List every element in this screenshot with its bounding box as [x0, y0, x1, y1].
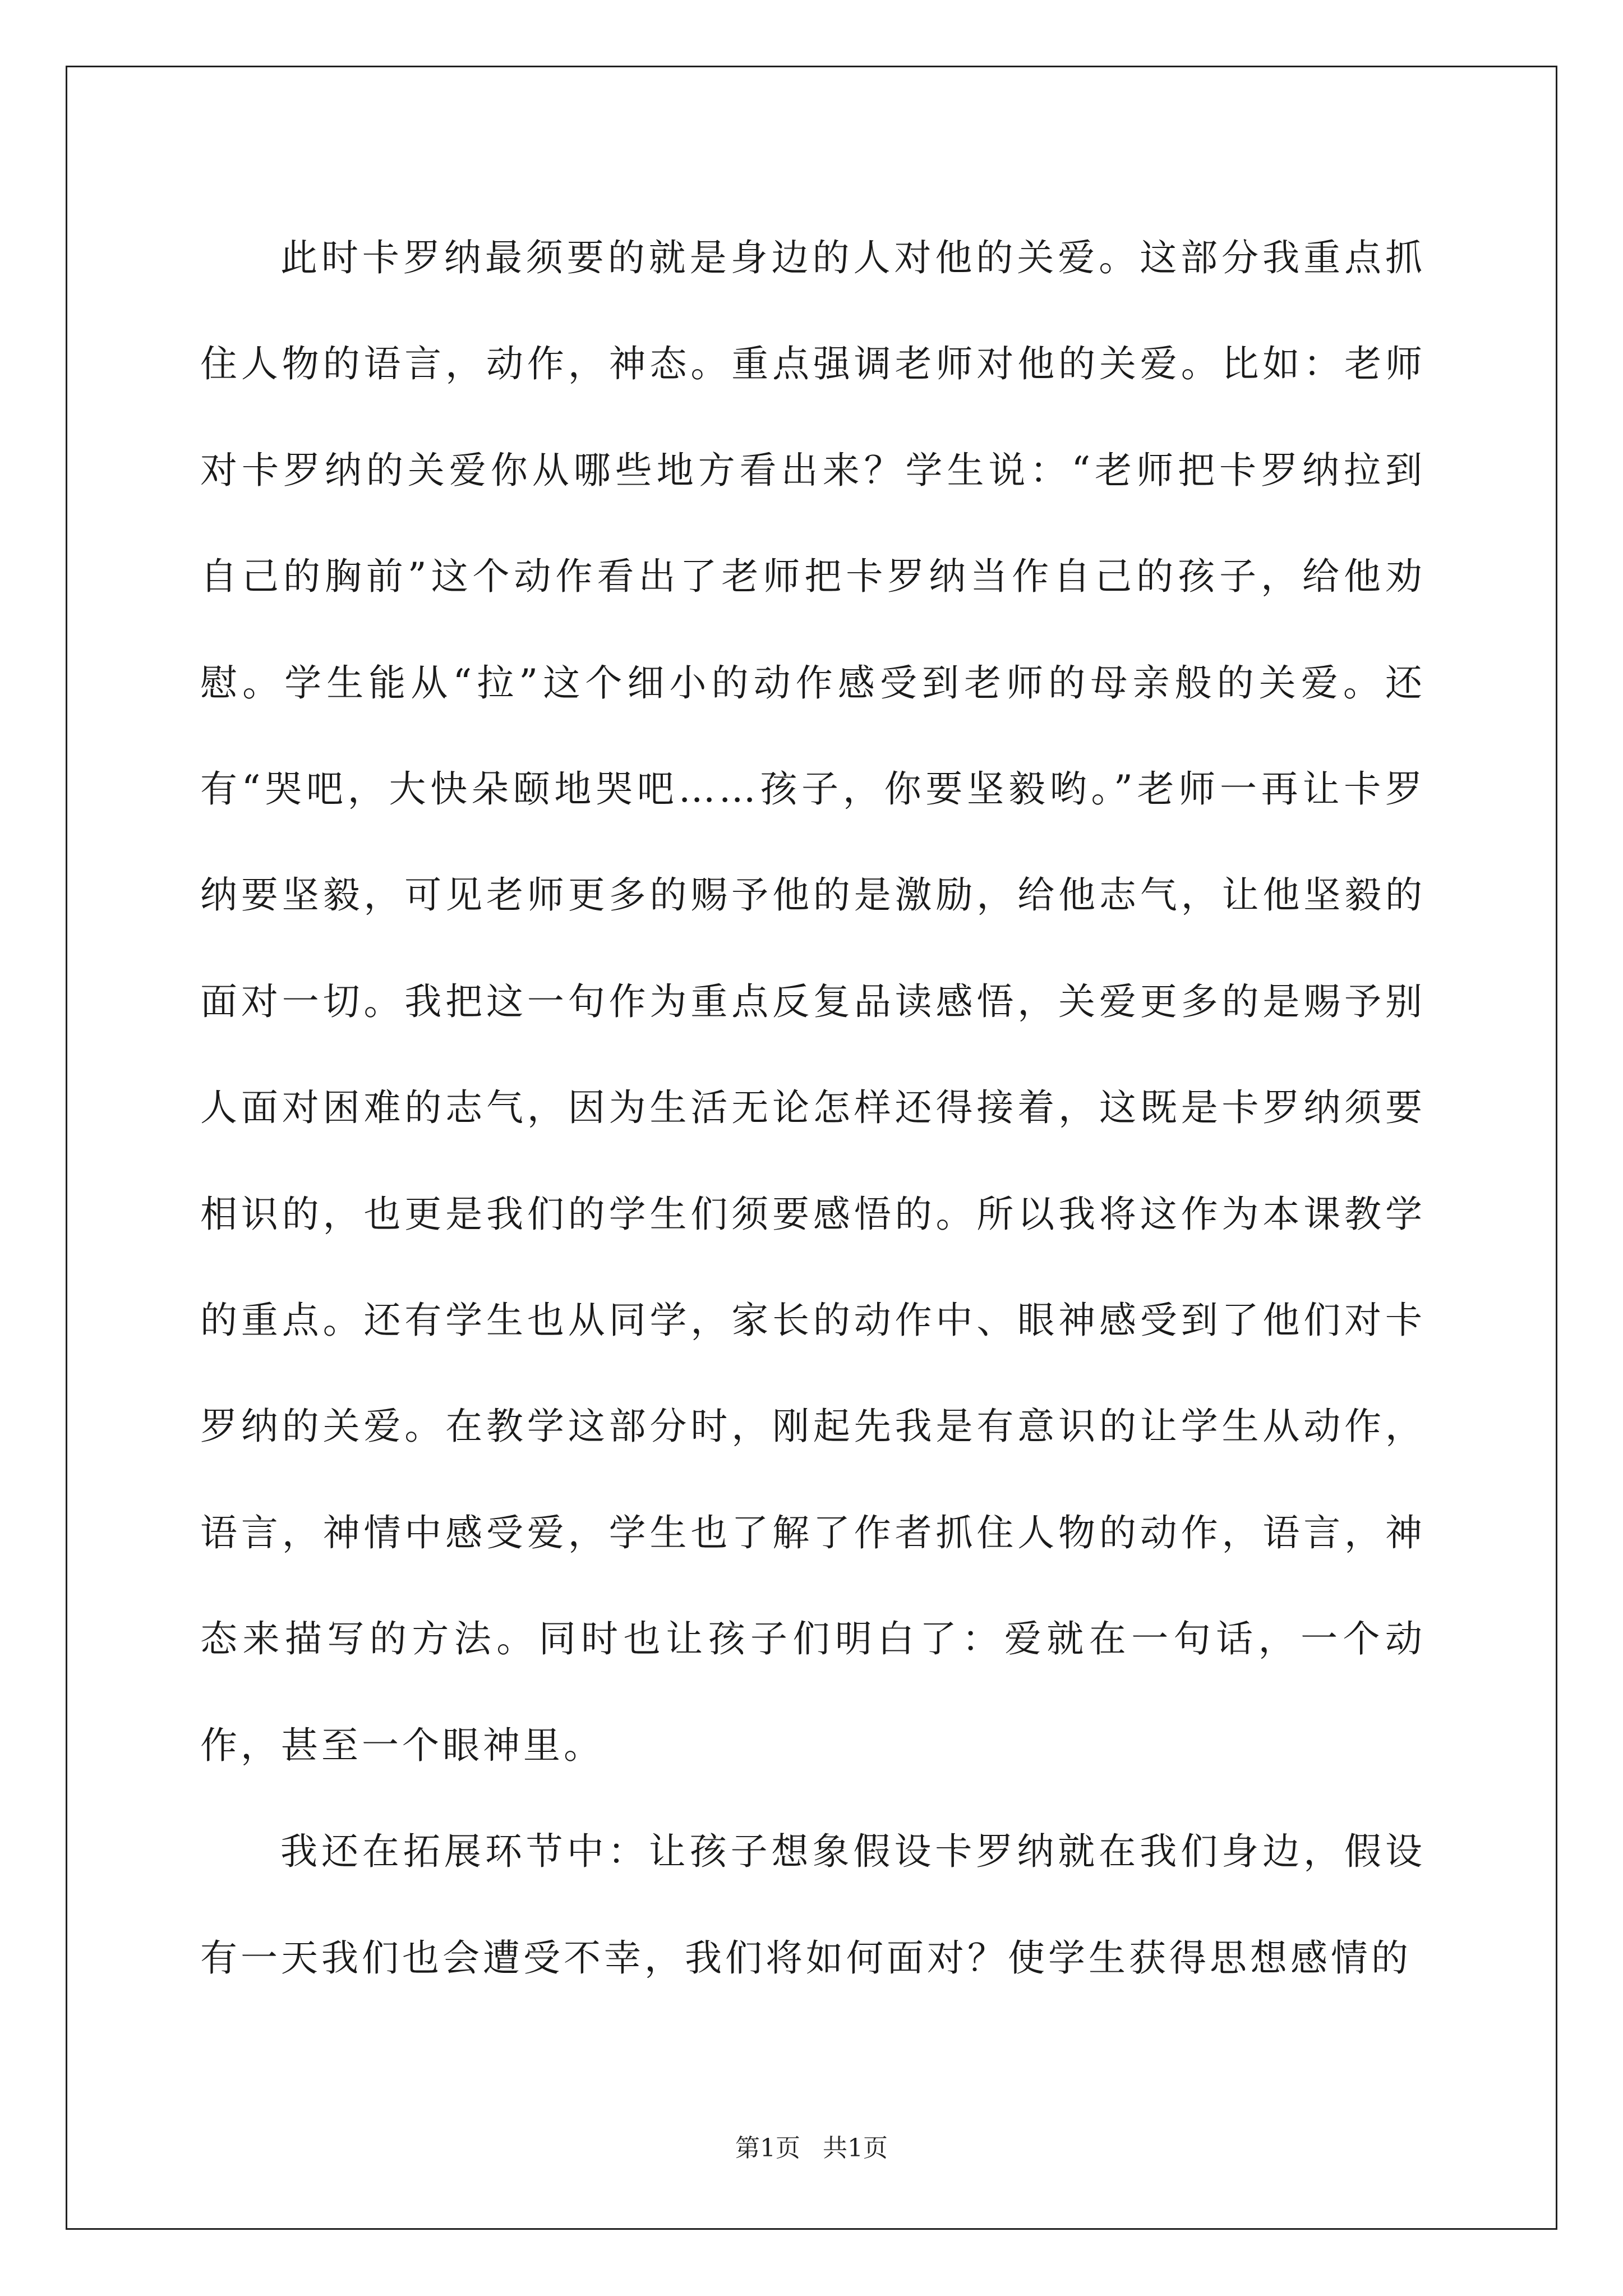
page-number-total: 共1页 [823, 2134, 888, 2162]
page-number-current: 第1页 [735, 2134, 800, 2162]
paragraph-1: 此时卡罗纳最须要的就是身边的人对他的关爱。这部分我重点抓住人物的语言，动作，神态。重点强调老师对他的关爱。比如：老师对卡罗纳的关爱你从哪些地方看出来？学生说：“老师把卡罗纳拉到自己的胸前”这个动作看出了老师把卡罗纳当作自己的孩子，给他劝慰。学生能从“拉”这个细小的动作感受到老师的母亲般的关爱。还有“哭吧，大快朵颐地哭吧……孩子，你要坚毅哟。”老师一再让卡罗纳要坚毅，可见老师更多的赐予他的是激励，给他志气，让他坚毅的面对一切。我把这一句作为重点反复品读感悟，关爱更多的是赐予别人面对困难的志气，因为生活无论怎样还得接着，这既是卡罗纳须要相识的，也更是我们的学生们须要感悟的。所以我将这作为本课教学的重点。还有学生也从同学，家长的动作中、眼神感受到了他们对卡罗纳的关爱。在教学这部分时，刚起先我是有意识的让学生从动作，语言，神情中感受爱，学生也了解了作者抓住人物的动作，语言，神态来描写的方法。同时也让孩子们明白了：爱就在一句话，一个动作，甚至一个眼神里。 [200, 236, 1426, 1767]
document-body [200, 205, 1426, 2011]
page-footer [0, 2132, 1623, 2165]
paragraph-2: 我还在拓展环节中：让孩子想象假设卡罗纳就在我们身边，假设有一天我们也会遭受不幸，我们将如何面对？使学生获得思想感情的 [200, 1830, 1426, 1980]
